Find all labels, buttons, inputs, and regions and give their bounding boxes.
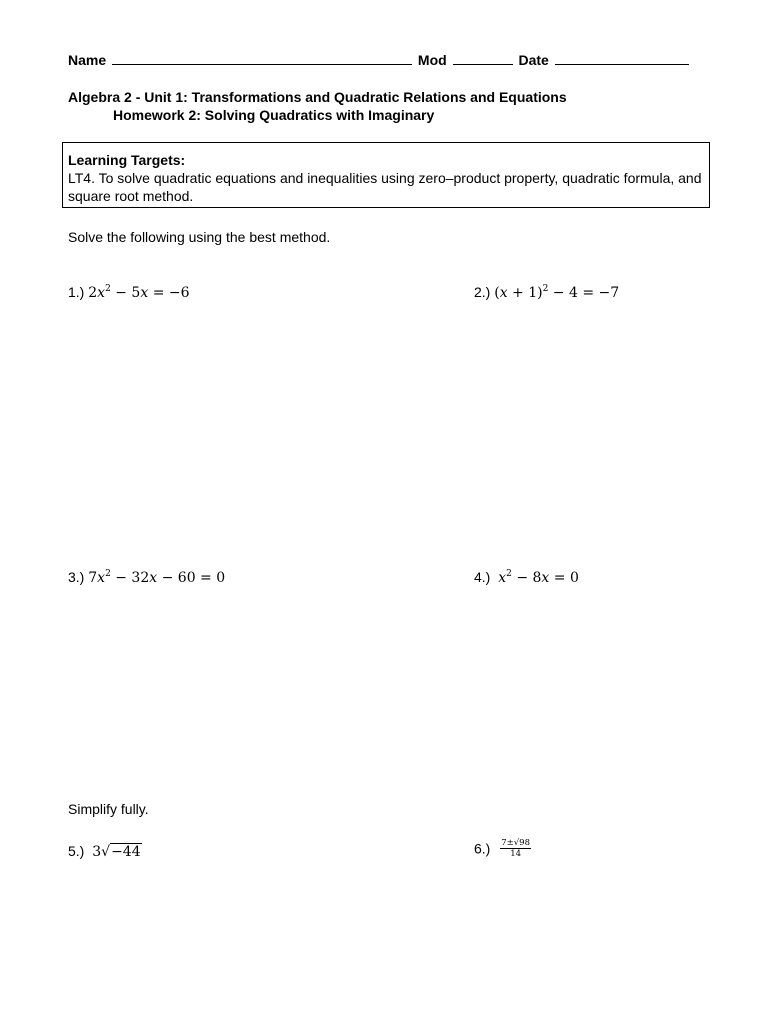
fraction-denominator: 14	[510, 849, 522, 859]
name-blank[interactable]	[112, 52, 412, 65]
learning-targets-box	[62, 142, 710, 208]
date-blank[interactable]	[555, 52, 689, 65]
problem-4-label: 4.)	[474, 569, 491, 585]
problem-3-label: 3.)	[68, 569, 85, 585]
problem-2-label: 2.)	[474, 284, 491, 300]
learning-targets-heading: Learning Targets:	[68, 152, 186, 168]
fraction-numerator: 7±√98	[501, 838, 530, 848]
problem-4	[474, 569, 579, 586]
problem-6	[474, 838, 531, 859]
problem-2	[474, 284, 619, 301]
problem-5-expression: 3√−44	[92, 844, 141, 860]
problem-1-label: 1.)	[68, 284, 85, 300]
problem-1	[68, 284, 190, 301]
problem-3-equation: $7x^2 - 32x - 60 = 0$	[88, 569, 226, 586]
problem-6-fraction	[500, 838, 531, 859]
problem-5-label: 5.)	[68, 843, 85, 859]
problem-2-equation: $(x + 1)^2 - 4 = -7$	[494, 284, 620, 301]
problem-4-equation: $x^2 - 8x = 0$	[498, 569, 579, 586]
homework-title: Homework 2: Solving Quadratics with Imaginary	[113, 107, 435, 123]
mod-blank[interactable]	[453, 52, 513, 65]
problem-3	[68, 569, 225, 586]
header-line	[68, 52, 691, 68]
problem-5	[68, 843, 142, 860]
learning-targets-text: LT4. To solve quadratic equations and inequalities using zero–product property, quadratic formula, and square root method.	[68, 170, 702, 204]
solve-instruction: Solve the following using the best method.	[68, 229, 331, 245]
radical-sign-icon: √	[101, 844, 111, 860]
date-label: Date	[518, 52, 549, 68]
problem-1-equation: $2x^2 - 5x = -6$	[88, 284, 190, 301]
simplify-instruction: Simplify fully.	[68, 801, 149, 817]
mod-label: Mod	[417, 52, 447, 68]
problem-6-label: 6.)	[474, 840, 491, 857]
name-label: Name	[68, 52, 107, 68]
unit-title: Algebra 2 - Unit 1: Transformations and Quadratic Relations and Equations	[68, 89, 567, 105]
